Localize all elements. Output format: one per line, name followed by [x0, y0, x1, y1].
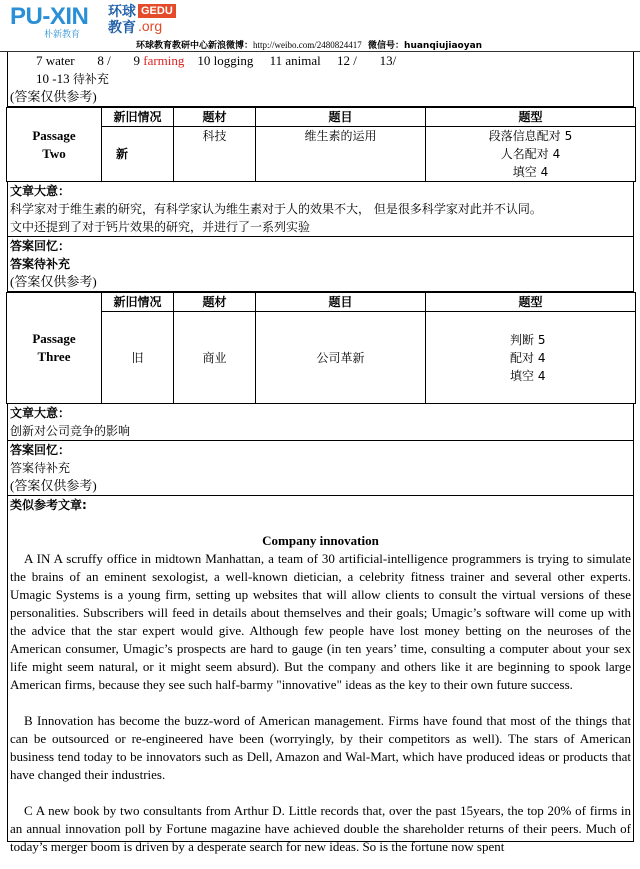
- passage-three-header-types: 题型: [426, 293, 636, 312]
- passage-three-header-title: 题目: [256, 293, 426, 312]
- passage-two-label: [7, 108, 102, 182]
- passage-three-label-2: Three: [37, 349, 71, 364]
- passage-three-summary: [7, 404, 634, 441]
- passage-two-recall-text: 答案待补充: [10, 257, 71, 271]
- passage-two-summary-line-1: 科学家对于维生素的研究，有科学家认为维生素对于人的效果不大， 但是很多科学家对此并不认同。: [10, 202, 542, 216]
- wechat-id: 微信号：huanqiujiaoyan: [368, 41, 483, 51]
- article-paragraph-c: C A new book by two consultants from Arthur D. Little records that, over the past 15years, the top 20% of firms in an annual innovation poll by Fortune magazine have achieved double the shareholder returns of their peers. Much of today’s merger boom is driven by a desperate search for new ideas. So is the fortune now spent: [10, 803, 631, 854]
- gedu-logo-badge: GEDU: [138, 4, 176, 18]
- passage-two-recall-label: 答案回忆：: [10, 239, 71, 253]
- gedu-logo-text-2: 教育: [108, 20, 136, 36]
- passage-three-genre: 商业: [174, 312, 256, 404]
- passage-two-type-2: 人名配对 4: [500, 147, 561, 161]
- passage-two-disclaimer: (答案仅供参考): [10, 274, 97, 289]
- passage-two-label-2: Two: [42, 145, 66, 161]
- passage-three-recall: [7, 441, 634, 496]
- passage-two-recall: [7, 237, 634, 292]
- article-title: Company innovation: [262, 533, 379, 548]
- passage-three-status: 旧: [102, 312, 174, 404]
- answer-10-13-range: 10 -13: [36, 71, 70, 86]
- answer-8: 8 /: [97, 53, 111, 68]
- passage-two-table: [6, 107, 636, 182]
- puxin-logo-text: PU-XIN: [10, 3, 89, 30]
- article-paragraph-a: A IN A scruffy office in midtown Manhattan, a team of 30 artificial-intelligence programmers is trying to simulate the brains of an eminent sexologist, a well-known dietician, a celebrity fitness trainer and several other experts. Umagic Systems is a young firm, setting up websites that will allow clients to consult the virtual versions of these personalities. Subscribers will feed in details about themselves and their goals; Umagic’s software will come up with the advice that the star expert would give. Although few people have lost money betting on the neuroses of the American consumer, Umagic’s prospects are hard to gauge (in ten years’ time, consulting a computer about your sex life might seem natural, or it might seem absurd). But the company and others like it are beginning to spook large American firms, because they see such half-barmy "innovative" ideas as the key to their own future success.: [10, 551, 631, 692]
- passage-two-type-3: 填空 4: [512, 165, 549, 179]
- answer-9-word: farming: [143, 53, 185, 68]
- passage-three-title: 公司革新: [256, 312, 426, 404]
- passage-two-summary-line-2: 文中还提到了对于钙片效果的研究，并进行了一系列实验: [10, 220, 311, 234]
- passage-three-table: [6, 292, 636, 404]
- answer-10-13-note: 待补充: [72, 72, 109, 86]
- passage-two-genre: 科技: [174, 127, 256, 182]
- answers-box: [7, 52, 634, 107]
- gedu-logo-text-1: 环球: [108, 4, 136, 20]
- passage-two-header-status: 新旧情况: [102, 108, 174, 127]
- similar-article-label: 类似参考文章:: [10, 498, 87, 512]
- puxin-logo-subtext: 朴新教育: [44, 30, 81, 40]
- passage-three-type-2: 配对 4: [510, 350, 546, 365]
- passage-two-header-genre: 题材: [174, 108, 256, 127]
- answers-disclaimer: (答案仅供参考): [10, 89, 97, 104]
- puxin-logo: [10, 4, 88, 40]
- passage-three-recall-text: 答案待补充: [10, 461, 71, 475]
- weibo-url[interactable]: http://weibo.com/2480824417: [253, 40, 362, 50]
- page-header: [0, 0, 640, 52]
- contact-line: [136, 38, 482, 51]
- passage-three-type-1: 判断 5: [510, 332, 546, 347]
- gedu-logo-org: .org: [138, 18, 163, 34]
- answer-10: 10 logging: [197, 53, 254, 68]
- similar-article: [7, 496, 634, 854]
- passage-three-recall-label: 答案回忆：: [10, 443, 71, 457]
- passage-three-disclaimer: (答案仅供参考): [10, 478, 97, 493]
- passage-three-summary-text: 创新对公司竞争的影响: [10, 424, 131, 438]
- answer-7: 7 water: [36, 53, 75, 68]
- answer-12: 12 /: [337, 53, 357, 68]
- answer-11: 11 animal: [269, 53, 321, 68]
- passage-two-status: 新: [102, 127, 174, 182]
- passage-two-header-title: 题目: [256, 108, 426, 127]
- passage-three-type-3: 填空 4: [510, 368, 546, 383]
- passage-three-label-1: Passage: [32, 331, 76, 346]
- answer-9-number: 9: [133, 53, 140, 68]
- passage-three-types: [426, 312, 636, 404]
- passage-two-label-1: Passage: [32, 127, 76, 143]
- weibo-label: 环球教育教研中心新浪微博：: [136, 41, 254, 51]
- passage-two-types: [426, 127, 636, 182]
- answer-13: 13/: [379, 53, 397, 68]
- passage-three-header-status: 新旧情况: [102, 293, 174, 312]
- answers-row-1: [8, 52, 633, 70]
- page-content: [7, 52, 634, 854]
- passage-two-header-types: 题型: [426, 108, 636, 127]
- passage-three-label: [7, 293, 102, 404]
- passage-three-summary-label: 文章大意：: [10, 406, 71, 420]
- passage-two-summary-label: 文章大意：: [10, 184, 71, 198]
- gedu-logo: [108, 4, 176, 36]
- passage-two-summary: [7, 182, 634, 237]
- answers-row-2: [8, 70, 633, 88]
- passage-three-header-genre: 题材: [174, 293, 256, 312]
- passage-two-title: 维生素的运用: [256, 127, 426, 182]
- passage-two-type-1: 段落信息配对 5: [488, 129, 573, 143]
- article-paragraph-b: B Innovation has become the buzz-word of American management. Firms have found that most of the things that can be outsourced or re-engineered have been (worryingly, by their competitors as well). The stars of American business tend today to be innovators such as Dell, Amazon and Wal-Mart, which have produced ideas or products that have changed their industries.: [10, 713, 631, 782]
